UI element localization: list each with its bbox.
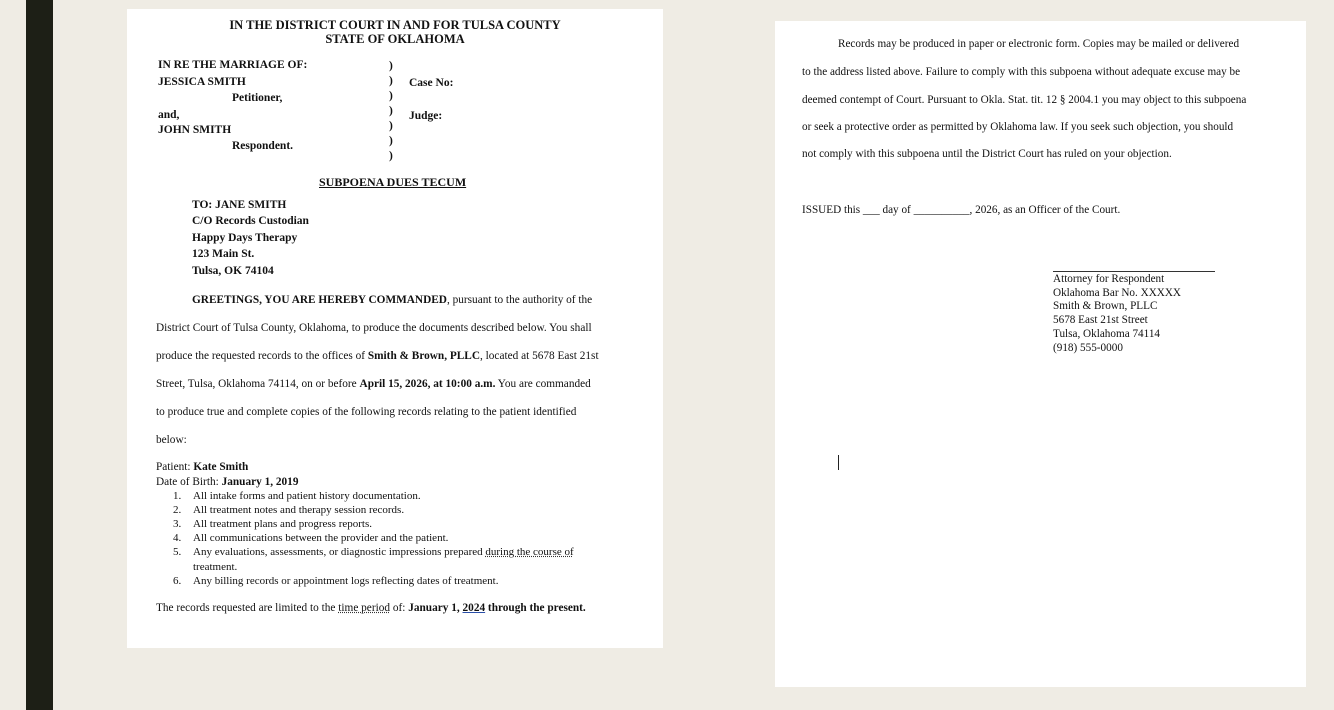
page2-para-line-4: or seek a protective order as permitted by Oklahoma law. If you seek such objection, you should bbox=[802, 121, 1234, 133]
caption-paren: ) bbox=[389, 75, 393, 87]
records-list-item: 2. All treatment notes and therapy session records. bbox=[173, 504, 405, 516]
caption-and: and, bbox=[158, 109, 180, 121]
caption-paren: ) bbox=[389, 135, 393, 147]
judge-label: Judge: bbox=[409, 110, 443, 122]
caption-petitioner-role: Petitioner, bbox=[232, 92, 283, 104]
signature-block-line-1: Attorney for Respondent bbox=[1053, 273, 1165, 285]
caption-in-re: IN RE THE MARRIAGE OF: bbox=[158, 59, 308, 71]
left-sidebar-bar bbox=[26, 0, 53, 710]
court-heading: IN THE DISTRICT COURT IN AND FOR TULSA COUNTY bbox=[229, 18, 561, 32]
document-title: SUBPOENA DUES TECUM bbox=[319, 175, 467, 189]
signature-block-line-6: (918) 555-0000 bbox=[1053, 342, 1123, 354]
dob-line: Date of Birth: January 1, 2019 bbox=[156, 476, 299, 488]
caption-paren: ) bbox=[389, 150, 393, 162]
time-period-limit: The records requested are limited to the time period of: January 1, 2024 through the present. bbox=[156, 602, 586, 614]
to-line-1: TO: JANE SMITH bbox=[192, 199, 287, 211]
page2-para-line-3: deemed contempt of Court. Pursuant to Okla. Stat. tit. 12 § 2004.1 you may object to this subpoena bbox=[802, 94, 1247, 106]
records-list-item-continued: treatment. bbox=[193, 561, 238, 573]
case-number-label: Case No: bbox=[409, 77, 454, 89]
records-list-item: 6. Any billing records or appointment logs reflecting dates of treatment. bbox=[173, 575, 499, 587]
issued-line: ISSUED this ___ day of __________, 2026, as an Officer of the Court. bbox=[802, 204, 1121, 216]
records-list-item: 4. All communications between the provider and the patient. bbox=[173, 532, 449, 544]
records-list-item: 5. Any evaluations, assessments, or diagnostic impressions prepared during the course of bbox=[173, 546, 574, 558]
document-page-2[interactable] bbox=[775, 21, 1306, 687]
caption-paren: ) bbox=[389, 90, 393, 102]
signature-block-line-3: Smith & Brown, PLLC bbox=[1053, 300, 1158, 312]
caption-paren: ) bbox=[389, 120, 393, 132]
greeting-line-3: produce the requested records to the offices of Smith & Brown, PLLC, located at 5678 East 21st bbox=[156, 350, 599, 362]
greeting-line-5: to produce true and complete copies of the following records relating to the patient identified bbox=[156, 406, 577, 418]
to-line-2: C/O Records Custodian bbox=[192, 215, 309, 227]
page2-para-line-1: Records may be produced in paper or electronic form. Copies may be mailed or delivered bbox=[838, 38, 1240, 50]
caption-paren: ) bbox=[389, 60, 393, 72]
to-line-5: Tulsa, OK 74104 bbox=[192, 265, 274, 277]
signature-block-line-4: 5678 East 21st Street bbox=[1053, 314, 1148, 326]
text-cursor bbox=[838, 455, 839, 470]
caption-paren: ) bbox=[389, 105, 393, 117]
caption-respondent-name: JOHN SMITH bbox=[158, 124, 232, 136]
signature-block-line-2: Oklahoma Bar No. XXXXX bbox=[1053, 287, 1182, 299]
records-list-item: 1. All intake forms and patient history documentation. bbox=[173, 490, 421, 502]
page2-para-line-2: to the address listed above. Failure to comply with this subpoena without adequate excuse may be bbox=[802, 66, 1241, 78]
page2-para-line-5: not comply with this subpoena until the District Court has ruled on your objection. bbox=[802, 148, 1172, 160]
to-line-4: 123 Main St. bbox=[192, 248, 255, 260]
records-list-item: 3. All treatment plans and progress reports. bbox=[173, 518, 373, 530]
greeting-line-4: Street, Tulsa, Oklahoma 74114, on or before April 15, 2026, at 10:00 a.m. You are commanded bbox=[156, 378, 591, 390]
greeting-line-1: GREETINGS, YOU ARE HEREBY COMMANDED, pursuant to the authority of the bbox=[192, 294, 593, 306]
patient-line: Patient: Kate Smith bbox=[156, 461, 249, 473]
court-state: STATE OF OKLAHOMA bbox=[325, 32, 465, 46]
caption-respondent-role: Respondent. bbox=[232, 140, 294, 152]
signature-line bbox=[1053, 271, 1215, 272]
greeting-line-2: District Court of Tulsa County, Oklahoma, to produce the documents described below. You shall bbox=[156, 322, 592, 334]
document-page-1[interactable] bbox=[127, 9, 663, 648]
signature-block-line-5: Tulsa, Oklahoma 74114 bbox=[1053, 328, 1161, 340]
greeting-line-6: below: bbox=[156, 434, 187, 446]
to-line-3: Happy Days Therapy bbox=[192, 232, 298, 244]
caption-petitioner-name: JESSICA SMITH bbox=[158, 76, 246, 88]
